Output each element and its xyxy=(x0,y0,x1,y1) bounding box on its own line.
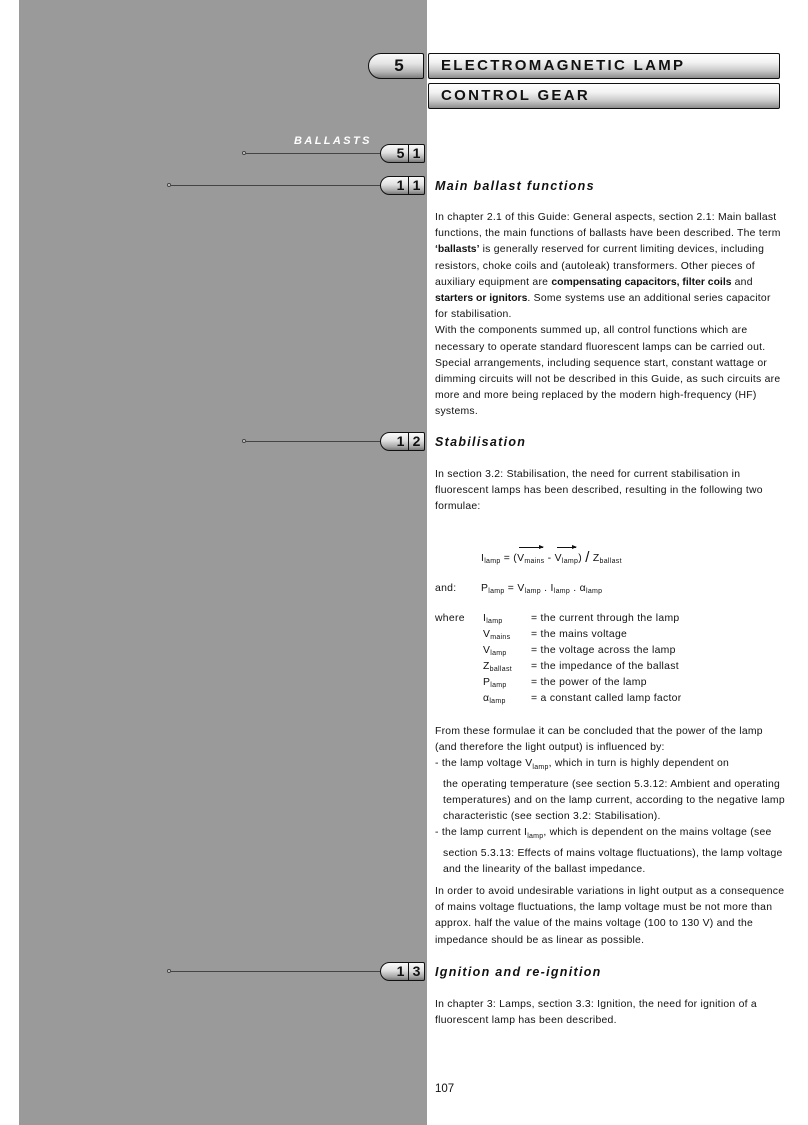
subsection-number-badge: 1 1 xyxy=(380,176,425,195)
ignition-paragraph: In chapter 3: Lamps, section 3.3: Ignition, the need for ignition of a fluorescent lamp has been described. xyxy=(435,999,757,1027)
leader-line xyxy=(246,153,380,154)
and-label: and: xyxy=(435,583,457,594)
leader-line xyxy=(171,185,380,186)
legend-symbol: $V_{lamp}$ xyxy=(483,645,507,657)
mains-fluctuation-paragraph: In order to avoid undesirable variations in light output as a consequence of mains voltage fluctuations, the lamp voltage must be not more than approx. half the value of the mains voltage (100 to 130 V) and the impedance should be as linear as possible. xyxy=(435,886,785,946)
power-formula: $P_{lamp} = V_{lamp}$ . $I_{lamp}$ . $\alpha_{lamp}$ xyxy=(481,583,603,595)
left-margin xyxy=(0,0,19,1125)
legend-symbol: $\alpha_{lamp}$ xyxy=(483,693,506,705)
main-functions-paragraph: In chapter 2.1 of this Guide: General aspects, section 2.1: Main ballast functions, the main functions of ballasts have been described. The term ‘ballasts’ is generally reserved for current limiting devices, including resistors, choke coils and (autoleak) transformers. Other pieces of auxiliary equipment are compensating capacitors, filter coils and starters or ignitors. Some systems use an additional series capacitor for stabilisation. With the components summed up, all control functions which are necessary to operate standard fluorescent lamps can be carried out. Special arrangements, including sequence start, constant wattage or dimming circuits will not be described in this Guide, as such circuits are more and more being replaced by the modern high-frequency (HF) systems. xyxy=(435,212,781,418)
legend-symbol: $V_{mains}$ xyxy=(483,629,511,641)
legend-symbol: $Z_{ballast}$ xyxy=(483,661,512,673)
legend-description: = the power of the lamp xyxy=(531,677,647,688)
legend-symbol: $I_{lamp}$ xyxy=(483,613,503,625)
grey-side-panel xyxy=(19,0,427,1125)
legend-description: = the voltage across the lamp xyxy=(531,645,676,656)
subsection-number-badge: 1 3 xyxy=(380,962,425,981)
subsection-title: Stabilisation xyxy=(435,435,527,449)
section-number-badge: 5 1 xyxy=(380,144,425,163)
leader-line xyxy=(171,971,380,972)
current-formula: $I_{lamp} = (V_{mains} - V_{lamp}) / Z_{ballast}$ xyxy=(481,549,622,566)
section-side-label: BALLASTS xyxy=(294,135,372,147)
subsection-title: Main ballast functions xyxy=(435,179,595,193)
page-number: 107 xyxy=(435,1083,455,1095)
conclusion-paragraph: From these formulae it can be concluded that the power of the lamp (and therefore the light output) is influenced by: - the lamp voltage $V_{lamp}$, which in turn is highly dependent on the operating temperature (see section 5.3.12: Ambient and operating temperatures) and on the lamp current, according to the negative lamp characteristic (see section 3.2: Stabilisation). - the lamp current $I_{lamp}$, which is dependent on the mains voltage (see section 5.3.13: Effects of mains voltage fluctuations), the lamp voltage and the linearity of the ballast impedance. xyxy=(435,726,785,875)
subsection-number-badge: 1 2 xyxy=(380,432,425,451)
chapter-title-line1: ELECTROMAGNETIC LAMP xyxy=(428,53,780,79)
stabilisation-intro: In section 3.2: Stabilisation, the need for current stabilisation in fluorescent lamps has been described, resulting in the following two formulae: xyxy=(435,469,763,513)
legend-description: = the mains voltage xyxy=(531,629,628,640)
where-label: where xyxy=(435,613,465,624)
chapter-title-line2: CONTROL GEAR xyxy=(428,83,780,109)
chapter-number-tab: 5 xyxy=(368,53,424,79)
legend-symbol: $P_{lamp}$ xyxy=(483,677,507,689)
legend-description: = the current through the lamp xyxy=(531,613,680,624)
legend-description: = the impedance of the ballast xyxy=(531,661,679,672)
legend-description: = a constant called lamp factor xyxy=(531,693,682,704)
leader-line xyxy=(246,441,380,442)
subsection-title: Ignition and re-ignition xyxy=(435,965,602,979)
